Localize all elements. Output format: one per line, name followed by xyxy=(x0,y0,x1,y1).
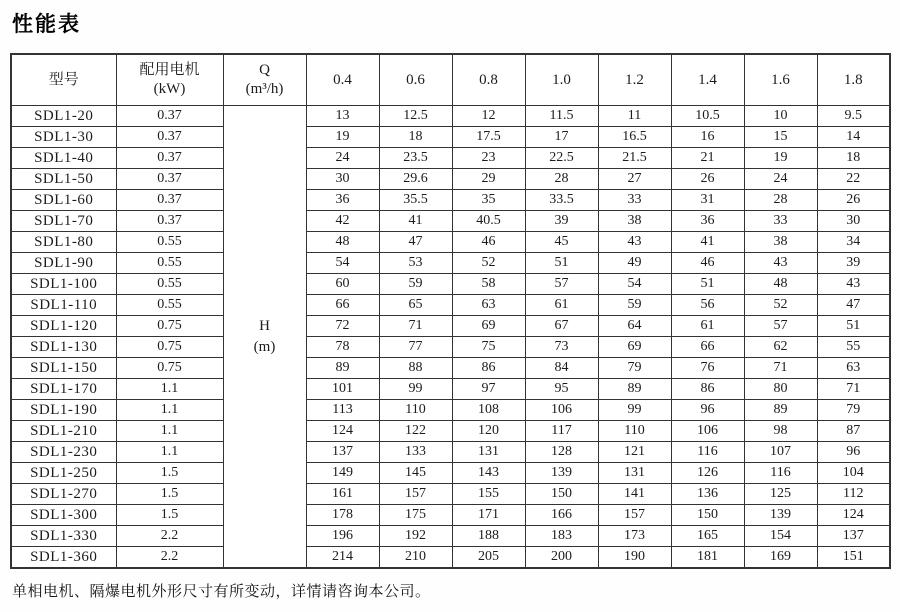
motor-power-cell: 0.75 xyxy=(116,316,223,337)
head-value-cell: 61 xyxy=(671,316,744,337)
head-value-cell: 75 xyxy=(452,337,525,358)
head-value-cell: 66 xyxy=(306,295,379,316)
motor-power-cell: 1.1 xyxy=(116,421,223,442)
head-value-cell: 58 xyxy=(452,274,525,295)
head-value-cell: 169 xyxy=(744,547,817,569)
motor-power-cell: 2.2 xyxy=(116,547,223,569)
head-value-cell: 66 xyxy=(671,337,744,358)
head-value-cell: 110 xyxy=(598,421,671,442)
head-value-cell: 99 xyxy=(379,379,452,400)
head-value-cell: 67 xyxy=(525,316,598,337)
head-value-cell: 29.6 xyxy=(379,169,452,190)
head-value-cell: 173 xyxy=(598,526,671,547)
head-value-cell: 40.5 xyxy=(452,211,525,232)
model-cell: SDL1-150 xyxy=(11,358,116,379)
head-value-cell: 31 xyxy=(671,190,744,211)
table-row xyxy=(11,106,890,127)
head-value-cell: 19 xyxy=(306,127,379,148)
head-value-cell: 128 xyxy=(525,442,598,463)
flow-header-symbol: Q xyxy=(259,62,270,79)
head-value-cell: 62 xyxy=(744,337,817,358)
head-value-cell: 161 xyxy=(306,484,379,505)
head-value-cell: 57 xyxy=(525,274,598,295)
head-value-cell: 89 xyxy=(306,358,379,379)
head-value-cell: 117 xyxy=(525,421,598,442)
model-cell: SDL1-20 xyxy=(11,106,116,127)
head-value-cell: 121 xyxy=(598,442,671,463)
head-value-cell: 42 xyxy=(306,211,379,232)
head-value-cell: 48 xyxy=(744,274,817,295)
column-header-flow-1.6: 1.6 xyxy=(744,54,817,106)
head-value-cell: 96 xyxy=(671,400,744,421)
head-value-cell: 14 xyxy=(817,127,890,148)
head-value-cell: 151 xyxy=(817,547,890,569)
head-value-cell: 139 xyxy=(744,505,817,526)
motor-power-cell: 0.75 xyxy=(116,358,223,379)
header-row xyxy=(11,54,890,106)
head-value-cell: 16.5 xyxy=(598,127,671,148)
model-cell: SDL1-330 xyxy=(11,526,116,547)
head-value-cell: 104 xyxy=(817,463,890,484)
head-value-cell: 97 xyxy=(452,379,525,400)
head-value-cell: 54 xyxy=(306,253,379,274)
head-value-cell: 27 xyxy=(598,169,671,190)
table-body xyxy=(11,106,890,569)
head-value-cell: 122 xyxy=(379,421,452,442)
motor-power-cell: 1.5 xyxy=(116,505,223,526)
head-value-cell: 46 xyxy=(671,253,744,274)
head-value-cell: 80 xyxy=(744,379,817,400)
head-value-cell: 141 xyxy=(598,484,671,505)
head-value-cell: 157 xyxy=(379,484,452,505)
head-value-cell: 155 xyxy=(452,484,525,505)
head-value-cell: 106 xyxy=(671,421,744,442)
head-value-cell: 71 xyxy=(744,358,817,379)
motor-power-cell: 0.55 xyxy=(116,232,223,253)
head-value-cell: 125 xyxy=(744,484,817,505)
head-value-cell: 22.5 xyxy=(525,148,598,169)
table-row xyxy=(11,190,890,211)
model-cell: SDL1-360 xyxy=(11,547,116,569)
head-value-cell: 124 xyxy=(306,421,379,442)
head-value-cell: 79 xyxy=(598,358,671,379)
head-value-cell: 61 xyxy=(525,295,598,316)
motor-header-line2: (kW) xyxy=(153,81,186,97)
column-header-flow-1.4: 1.4 xyxy=(671,54,744,106)
head-value-cell: 9.5 xyxy=(817,106,890,127)
page-title: 性能表 xyxy=(12,13,81,36)
head-value-cell: 43 xyxy=(744,253,817,274)
head-value-cell: 52 xyxy=(452,253,525,274)
head-value-cell: 63 xyxy=(817,358,890,379)
motor-power-cell: 1.1 xyxy=(116,442,223,463)
head-value-cell: 47 xyxy=(817,295,890,316)
head-value-cell: 47 xyxy=(379,232,452,253)
table-row xyxy=(11,295,890,316)
model-cell: SDL1-80 xyxy=(11,232,116,253)
head-value-cell: 171 xyxy=(452,505,525,526)
head-value-cell: 23.5 xyxy=(379,148,452,169)
head-value-cell: 106 xyxy=(525,400,598,421)
head-value-cell: 108 xyxy=(452,400,525,421)
head-value-cell: 19 xyxy=(744,148,817,169)
table-row xyxy=(11,505,890,526)
head-value-cell: 18 xyxy=(379,127,452,148)
head-value-cell: 107 xyxy=(744,442,817,463)
head-value-cell: 39 xyxy=(525,211,598,232)
footer-note: 单相电机、隔爆电机外形尺寸有所变动，详情请咨询本公司。 xyxy=(12,584,431,600)
head-value-cell: 86 xyxy=(671,379,744,400)
head-value-cell: 65 xyxy=(379,295,452,316)
head-value-cell: 165 xyxy=(671,526,744,547)
head-value-cell: 59 xyxy=(598,295,671,316)
head-value-cell: 116 xyxy=(744,463,817,484)
head-value-cell: 51 xyxy=(817,316,890,337)
table-row xyxy=(11,337,890,358)
head-value-cell: 26 xyxy=(671,169,744,190)
head-value-cell: 175 xyxy=(379,505,452,526)
model-cell: SDL1-300 xyxy=(11,505,116,526)
model-cell: SDL1-30 xyxy=(11,127,116,148)
table-row xyxy=(11,316,890,337)
head-value-cell: 205 xyxy=(452,547,525,569)
head-value-cell: 99 xyxy=(598,400,671,421)
head-value-cell: 112 xyxy=(817,484,890,505)
head-value-cell: 33.5 xyxy=(525,190,598,211)
head-value-cell: 120 xyxy=(452,421,525,442)
model-cell: SDL1-190 xyxy=(11,400,116,421)
head-value-cell: 137 xyxy=(817,526,890,547)
motor-power-cell: 0.75 xyxy=(116,337,223,358)
head-value-cell: 88 xyxy=(379,358,452,379)
head-value-cell: 143 xyxy=(452,463,525,484)
head-value-cell: 154 xyxy=(744,526,817,547)
head-value-cell: 30 xyxy=(306,169,379,190)
head-value-cell: 24 xyxy=(306,148,379,169)
head-value-cell: 24 xyxy=(744,169,817,190)
head-value-cell: 214 xyxy=(306,547,379,569)
table-row xyxy=(11,547,890,569)
head-value-cell: 89 xyxy=(744,400,817,421)
model-cell: SDL1-40 xyxy=(11,148,116,169)
head-value-cell: 166 xyxy=(525,505,598,526)
head-value-cell: 98 xyxy=(744,421,817,442)
head-value-cell: 30 xyxy=(817,211,890,232)
motor-power-cell: 0.37 xyxy=(116,190,223,211)
head-value-cell: 17 xyxy=(525,127,598,148)
head-value-cell: 43 xyxy=(598,232,671,253)
head-value-cell: 145 xyxy=(379,463,452,484)
head-value-cell: 133 xyxy=(379,442,452,463)
motor-power-cell: 0.55 xyxy=(116,295,223,316)
model-cell: SDL1-230 xyxy=(11,442,116,463)
head-value-cell: 178 xyxy=(306,505,379,526)
head-value-cell: 12 xyxy=(452,106,525,127)
head-value-cell: 26 xyxy=(817,190,890,211)
motor-power-cell: 0.37 xyxy=(116,169,223,190)
head-value-cell: 35.5 xyxy=(379,190,452,211)
head-value-cell: 15 xyxy=(744,127,817,148)
head-value-cell: 86 xyxy=(452,358,525,379)
head-value-cell: 84 xyxy=(525,358,598,379)
model-cell: SDL1-100 xyxy=(11,274,116,295)
head-value-cell: 139 xyxy=(525,463,598,484)
column-header-motor xyxy=(116,54,223,106)
head-value-cell: 28 xyxy=(525,169,598,190)
head-value-cell: 35 xyxy=(452,190,525,211)
head-value-cell: 63 xyxy=(452,295,525,316)
head-value-cell: 200 xyxy=(525,547,598,569)
head-value-cell: 78 xyxy=(306,337,379,358)
model-cell: SDL1-120 xyxy=(11,316,116,337)
head-value-cell: 43 xyxy=(817,274,890,295)
table-row xyxy=(11,148,890,169)
head-value-cell: 87 xyxy=(817,421,890,442)
head-value-cell: 124 xyxy=(817,505,890,526)
motor-power-cell: 0.37 xyxy=(116,211,223,232)
column-header-flow-0.8: 0.8 xyxy=(452,54,525,106)
head-value-cell: 18 xyxy=(817,148,890,169)
head-value-cell: 79 xyxy=(817,400,890,421)
motor-power-cell: 0.55 xyxy=(116,274,223,295)
head-value-cell: 131 xyxy=(452,442,525,463)
head-value-cell: 10 xyxy=(744,106,817,127)
head-value-cell: 137 xyxy=(306,442,379,463)
head-value-cell: 183 xyxy=(525,526,598,547)
head-value-cell: 64 xyxy=(598,316,671,337)
head-value-cell: 10.5 xyxy=(671,106,744,127)
head-value-cell: 11 xyxy=(598,106,671,127)
head-value-cell: 69 xyxy=(598,337,671,358)
head-value-cell: 53 xyxy=(379,253,452,274)
table-row xyxy=(11,358,890,379)
head-value-cell: 126 xyxy=(671,463,744,484)
performance-table xyxy=(10,53,891,569)
head-value-cell: 95 xyxy=(525,379,598,400)
model-cell: SDL1-90 xyxy=(11,253,116,274)
head-value-cell: 190 xyxy=(598,547,671,569)
head-value-cell: 16 xyxy=(671,127,744,148)
model-cell: SDL1-60 xyxy=(11,190,116,211)
table-row xyxy=(11,379,890,400)
head-value-cell: 34 xyxy=(817,232,890,253)
head-value-cell: 13 xyxy=(306,106,379,127)
motor-power-cell: 1.1 xyxy=(116,400,223,421)
head-value-cell: 49 xyxy=(598,253,671,274)
head-value-cell: 23 xyxy=(452,148,525,169)
head-value-cell: 41 xyxy=(671,232,744,253)
head-value-cell: 96 xyxy=(817,442,890,463)
head-value-cell: 22 xyxy=(817,169,890,190)
head-value-cell: 39 xyxy=(817,253,890,274)
head-value-cell: 192 xyxy=(379,526,452,547)
head-value-cell: 71 xyxy=(817,379,890,400)
head-value-cell: 196 xyxy=(306,526,379,547)
model-cell: SDL1-70 xyxy=(11,211,116,232)
head-value-cell: 33 xyxy=(744,211,817,232)
head-value-cell: 54 xyxy=(598,274,671,295)
head-value-cell: 101 xyxy=(306,379,379,400)
head-value-cell: 77 xyxy=(379,337,452,358)
head-value-cell: 21.5 xyxy=(598,148,671,169)
head-value-cell: 181 xyxy=(671,547,744,569)
head-unit-cell: H (m) xyxy=(223,106,306,569)
head-value-cell: 46 xyxy=(452,232,525,253)
motor-power-cell: 1.1 xyxy=(116,379,223,400)
head-value-cell: 48 xyxy=(306,232,379,253)
table-row xyxy=(11,127,890,148)
head-value-cell: 188 xyxy=(452,526,525,547)
head-value-cell: 57 xyxy=(744,316,817,337)
table-row xyxy=(11,232,890,253)
column-header-flow xyxy=(223,54,306,106)
head-value-cell: 51 xyxy=(671,274,744,295)
head-value-cell: 210 xyxy=(379,547,452,569)
table-row xyxy=(11,463,890,484)
head-value-cell: 38 xyxy=(598,211,671,232)
head-value-cell: 116 xyxy=(671,442,744,463)
model-cell: SDL1-130 xyxy=(11,337,116,358)
motor-power-cell: 0.37 xyxy=(116,148,223,169)
head-value-cell: 29 xyxy=(452,169,525,190)
head-value-cell: 17.5 xyxy=(452,127,525,148)
head-value-cell: 136 xyxy=(671,484,744,505)
head-value-cell: 71 xyxy=(379,316,452,337)
head-value-cell: 131 xyxy=(598,463,671,484)
motor-power-cell: 2.2 xyxy=(116,526,223,547)
motor-power-cell: 0.37 xyxy=(116,106,223,127)
table-row xyxy=(11,169,890,190)
head-value-cell: 28 xyxy=(744,190,817,211)
flow-header-unit: (m³/h) xyxy=(245,81,284,97)
head-value-cell: 36 xyxy=(671,211,744,232)
table-row xyxy=(11,526,890,547)
head-value-cell: 45 xyxy=(525,232,598,253)
table-row xyxy=(11,484,890,505)
head-value-cell: 21 xyxy=(671,148,744,169)
head-value-cell: 59 xyxy=(379,274,452,295)
head-value-cell: 157 xyxy=(598,505,671,526)
table-row xyxy=(11,400,890,421)
head-value-cell: 150 xyxy=(525,484,598,505)
head-value-cell: 150 xyxy=(671,505,744,526)
table-row xyxy=(11,211,890,232)
model-cell: SDL1-270 xyxy=(11,484,116,505)
head-value-cell: 149 xyxy=(306,463,379,484)
head-value-cell: 52 xyxy=(744,295,817,316)
table-row xyxy=(11,253,890,274)
model-cell: SDL1-170 xyxy=(11,379,116,400)
column-header-model: 型号 xyxy=(11,54,116,106)
head-value-cell: 69 xyxy=(452,316,525,337)
column-header-flow-0.6: 0.6 xyxy=(379,54,452,106)
head-value-cell: 73 xyxy=(525,337,598,358)
motor-header-line1: 配用电机 xyxy=(139,62,200,79)
model-cell: SDL1-250 xyxy=(11,463,116,484)
table-row xyxy=(11,421,890,442)
head-value-cell: 113 xyxy=(306,400,379,421)
head-value-cell: 55 xyxy=(817,337,890,358)
head-value-cell: 76 xyxy=(671,358,744,379)
model-cell: SDL1-110 xyxy=(11,295,116,316)
column-header-flow-1.0: 1.0 xyxy=(525,54,598,106)
model-cell: SDL1-50 xyxy=(11,169,116,190)
head-value-cell: 51 xyxy=(525,253,598,274)
head-value-cell: 36 xyxy=(306,190,379,211)
head-value-cell: 56 xyxy=(671,295,744,316)
head-value-cell: 41 xyxy=(379,211,452,232)
head-value-cell: 11.5 xyxy=(525,106,598,127)
column-header-flow-1.2: 1.2 xyxy=(598,54,671,106)
head-value-cell: 33 xyxy=(598,190,671,211)
column-header-flow-1.8: 1.8 xyxy=(817,54,890,106)
motor-power-cell: 1.5 xyxy=(116,463,223,484)
head-value-cell: 38 xyxy=(744,232,817,253)
head-value-cell: 72 xyxy=(306,316,379,337)
motor-power-cell: 0.37 xyxy=(116,127,223,148)
model-cell: SDL1-210 xyxy=(11,421,116,442)
head-value-cell: 12.5 xyxy=(379,106,452,127)
head-value-cell: 89 xyxy=(598,379,671,400)
motor-power-cell: 0.55 xyxy=(116,253,223,274)
table-row xyxy=(11,274,890,295)
motor-power-cell: 1.5 xyxy=(116,484,223,505)
head-value-cell: 60 xyxy=(306,274,379,295)
column-header-flow-0.4: 0.4 xyxy=(306,54,379,106)
table-row xyxy=(11,442,890,463)
head-value-cell: 110 xyxy=(379,400,452,421)
